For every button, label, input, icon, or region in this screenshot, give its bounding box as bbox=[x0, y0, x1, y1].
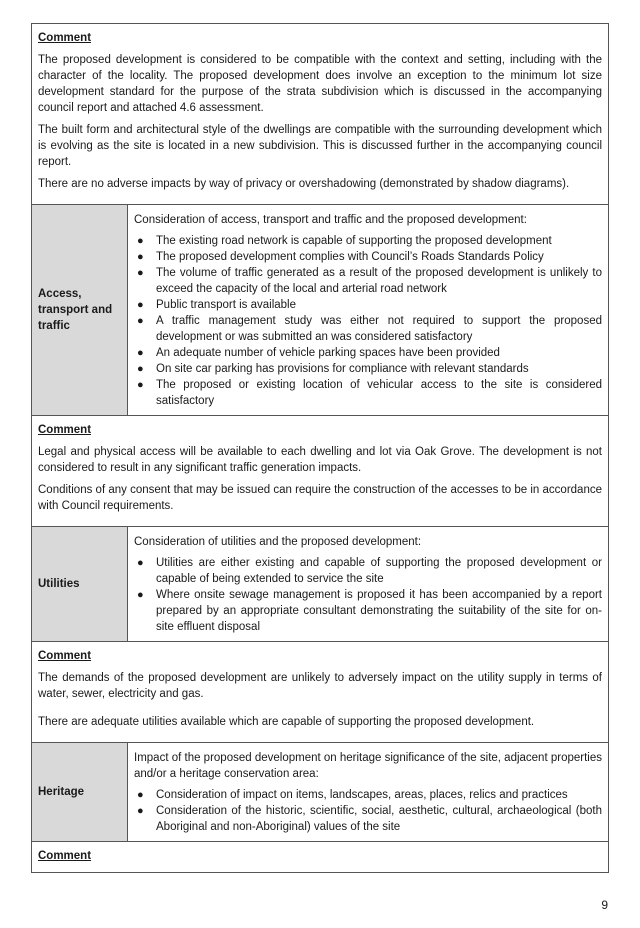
list-item bbox=[137, 297, 602, 313]
list-item-text: An adequate number of vehicle parking spaces have been provided bbox=[156, 347, 500, 359]
list-item-text: The volume of traffic generated as a result of the proposed development is unlikely to exceed the capacity of the local and arterial road network bbox=[156, 267, 602, 295]
comment-row bbox=[32, 24, 609, 205]
criteria-row-access bbox=[32, 205, 609, 416]
page-number: 9 bbox=[601, 898, 608, 912]
comment-cell bbox=[32, 642, 609, 743]
bullet-icon: ● bbox=[137, 251, 144, 263]
list-item-text: Utilities are either existing and capable of supporting the proposed development or capable of being extended to service the site bbox=[156, 557, 602, 585]
list-item bbox=[137, 787, 602, 803]
comment-cell bbox=[32, 842, 609, 873]
bullet-icon: ● bbox=[137, 805, 144, 817]
list-item bbox=[137, 803, 602, 835]
comment-row bbox=[32, 842, 609, 873]
list-item bbox=[137, 265, 602, 297]
list-item-text: The proposed or existing location of vehicular access to the site is considered satisfactory bbox=[156, 379, 602, 407]
comment-row bbox=[32, 642, 609, 743]
criteria-content bbox=[128, 205, 609, 416]
bullet-icon: ● bbox=[137, 235, 144, 247]
list-item-text: Where onsite sewage management is proposed it has been accompanied by a report prepared by an appropriate consultant demonstrating the suitability of the site for on-site effluent disposal bbox=[156, 589, 602, 633]
comment-heading: Comment bbox=[38, 850, 92, 862]
comment-paragraph: The built form and architectural style of the dwellings are compatible with the surrounding development which is evolving as the site is located in a new subdivision. This is discussed further in the accompanying council report. bbox=[38, 124, 602, 168]
criteria-list bbox=[134, 555, 602, 635]
bullet-icon: ● bbox=[137, 363, 144, 375]
comment-paragraph: Legal and physical access will be available to each dwelling and lot via Oak Grove. The development is not considered to result in any significant traffic generation impacts. bbox=[38, 446, 602, 474]
bullet-icon: ● bbox=[137, 589, 144, 601]
list-item bbox=[137, 313, 602, 345]
criteria-content bbox=[128, 527, 609, 642]
list-item-text: Public transport is available bbox=[156, 299, 296, 311]
list-item bbox=[137, 587, 602, 635]
assessment-table bbox=[31, 23, 609, 873]
criteria-list bbox=[134, 233, 602, 409]
bullet-icon: ● bbox=[137, 315, 144, 327]
comment-paragraph: There are adequate utilities available which are capable of supporting the proposed development. bbox=[38, 716, 535, 728]
list-item-text: On site car parking has provisions for compliance with relevant standards bbox=[156, 363, 529, 375]
comment-cell bbox=[32, 416, 609, 527]
list-item bbox=[137, 377, 602, 409]
comment-heading: Comment bbox=[38, 650, 92, 662]
criteria-intro: Consideration of utilities and the proposed development: bbox=[134, 536, 422, 548]
list-item bbox=[137, 345, 602, 361]
comment-cell bbox=[32, 24, 609, 205]
bullet-icon: ● bbox=[137, 299, 144, 311]
list-item-text: A traffic management study was either not required to support the proposed development or was submitted an was considered satisfactory bbox=[156, 315, 602, 343]
comment-heading: Comment bbox=[38, 424, 92, 436]
bullet-icon: ● bbox=[137, 557, 144, 569]
list-item-text: Consideration of impact on items, landscapes, areas, places, relics and practices bbox=[156, 789, 568, 801]
comment-paragraph: There are no adverse impacts by way of privacy or overshadowing (demonstrated by shadow diagrams). bbox=[38, 178, 570, 190]
comment-paragraph: The demands of the proposed development are unlikely to adversely impact on the utility supply in terms of water, sewer, electricity and gas. bbox=[38, 672, 602, 700]
criteria-label: Access, transport and traffic bbox=[32, 205, 128, 416]
comment-heading: Comment bbox=[38, 32, 92, 44]
comment-paragraph: Conditions of any consent that may be issued can require the construction of the accesses to be in accordance with Council requirements. bbox=[38, 484, 602, 512]
list-item bbox=[137, 233, 602, 249]
criteria-list bbox=[134, 787, 602, 835]
list-item bbox=[137, 555, 602, 587]
comment-row bbox=[32, 416, 609, 527]
list-item-text: The proposed development complies with Council’s Roads Standards Policy bbox=[156, 251, 544, 263]
criteria-intro: Impact of the proposed development on heritage significance of the site, adjacent properties and/or a heritage conservation area: bbox=[134, 752, 602, 780]
list-item-text: The existing road network is capable of supporting the proposed development bbox=[156, 235, 552, 247]
criteria-intro: Consideration of access, transport and traffic and the proposed development: bbox=[134, 214, 527, 226]
list-item bbox=[137, 361, 602, 377]
criteria-label: Heritage bbox=[32, 743, 128, 842]
bullet-icon: ● bbox=[137, 347, 144, 359]
criteria-content bbox=[128, 743, 609, 842]
criteria-row-utilities bbox=[32, 527, 609, 642]
list-item bbox=[137, 249, 602, 265]
bullet-icon: ● bbox=[137, 789, 144, 801]
criteria-label: Utilities bbox=[32, 527, 128, 642]
criteria-row-heritage bbox=[32, 743, 609, 842]
bullet-icon: ● bbox=[137, 267, 144, 279]
comment-paragraph: The proposed development is considered to be compatible with the context and setting, including with the character of the locality. The proposed development does involve an exception to the minimum lot size development standard for the purpose of the strata subdivision which is discussed in the accompanying council report and attached 4.6 assessment. bbox=[38, 54, 602, 114]
list-item-text: Consideration of the historic, scientific, social, aesthetic, cultural, archaeological (both Aboriginal and non-Aboriginal) values of the site bbox=[156, 805, 602, 833]
bullet-icon: ● bbox=[137, 379, 144, 391]
